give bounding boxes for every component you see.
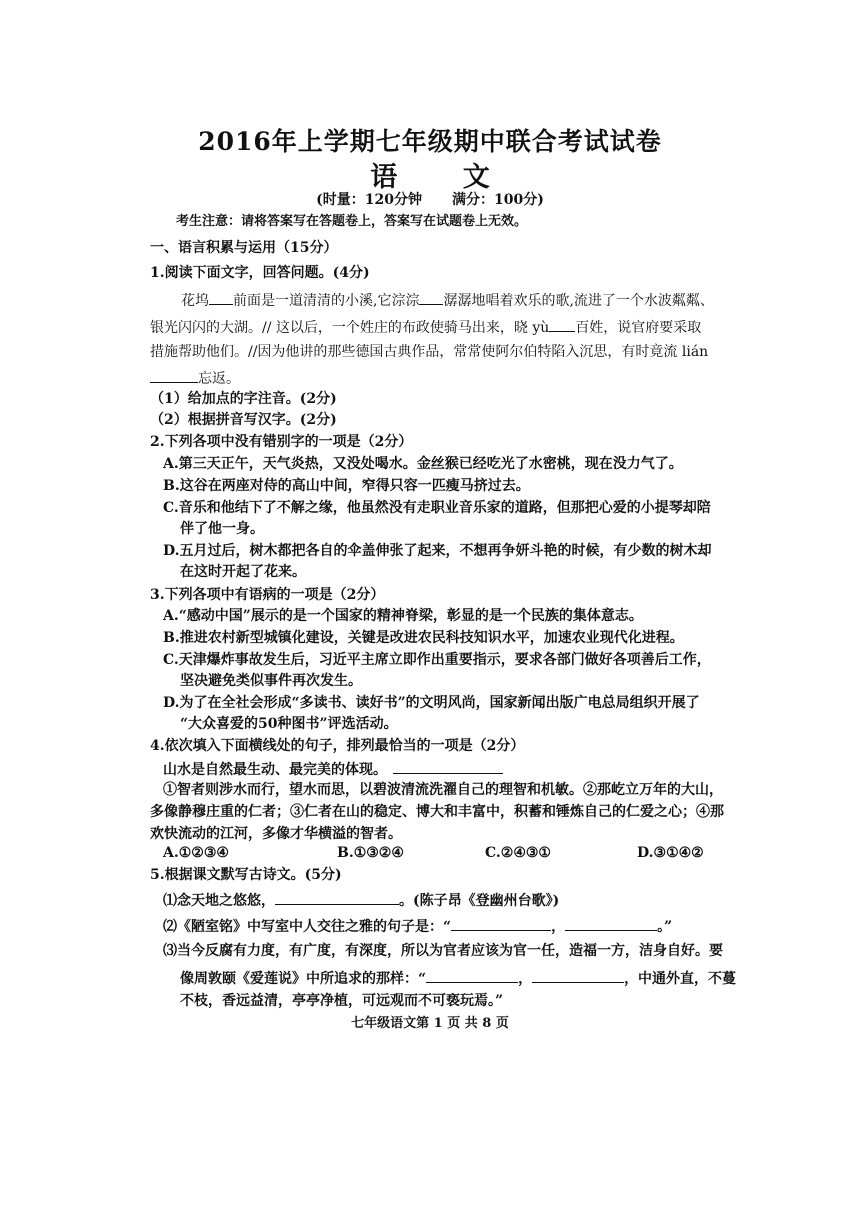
exam-notice: 考生注意：请将答案写在答题卷上，答案写在试题卷上无效。	[176, 214, 528, 229]
q4-option-c: C.②④③①	[485, 845, 551, 861]
q3-option-b: B.推进农村新型城镇化建设，关键是改进农民科技知识水平，加速农业现代化进程。	[163, 630, 684, 646]
q4-text-1: ①智者则涉水而行，望水而思，以碧波清流洗濯自己的理智和机敏。②那屹立万年的大山，	[163, 782, 723, 798]
q4-option-b: B.①③②④	[337, 845, 404, 861]
q1-blank-1	[209, 289, 233, 305]
q3-option-d: D.为了在全社会形成“多读书、读好书”的文明风尚，国家新闻出版广电总局组织开展了	[163, 695, 700, 711]
q4-stem: 4.依次填入下面横线处的句子，排列最恰当的一项是（2分）	[150, 738, 525, 754]
q2-stem: 2.下列各项中没有错别字的一项是（2分）	[150, 434, 413, 450]
q1-passage-line-1: 花坞 前面是一道清清的小溪,它淙淙 潺潺地唱着欢乐的歌,流进了一个水波粼粼、	[181, 289, 714, 311]
q4-lead: 山水是自然最生动、最完美的体现。	[163, 758, 503, 780]
q4-blank	[393, 758, 503, 774]
q5-item-3: ⑶当今反腐有力度，有广度，有深度，所以为官者应该为官一任，造福一方，洁身自好。要	[163, 943, 723, 959]
q5-blank-1	[275, 889, 399, 905]
q1-blank-4	[150, 367, 198, 383]
q2-option-b: B.这谷在两座对侍的高山中间，窄得只容一匹瘦马挤过去。	[163, 478, 530, 494]
q5-stem: 5.根据课文默写古诗文。(5分)	[150, 867, 342, 883]
section-heading: 一、语言积累与运用（15分）	[150, 240, 338, 256]
q2-option-a: A.第三天正午，天气炎热，又没处喝水。金丝猴已经吃光了水密桃，现在没力气了。	[163, 456, 683, 472]
q4-options	[163, 843, 723, 863]
q5-item-2: ⑵《陋室铭》中写室中人交往之雅的句子是：“ ， 。”	[163, 915, 672, 937]
q1-blank-3	[549, 316, 575, 332]
q5-item-3-cont: 像周敦颐《爱莲说》中所追求的那样：“ ， ，中通外直，不蔓	[180, 967, 736, 989]
q4-option-a: A.①②③④	[163, 845, 229, 861]
q3-option-a: A.“感动中国”展示的是一个国家的精神脊梁，彰显的是一个民族的集体意志。	[163, 608, 643, 624]
q2-option-c-cont: 伴了他一身。	[180, 521, 264, 537]
exam-time: (时量：120分钟	[316, 192, 422, 208]
q1-passage-line-4: 忘返。	[150, 367, 240, 389]
q4-text-3: 欢快流动的江河，多像才华横溢的智者。	[150, 826, 402, 842]
exam-meta	[0, 189, 860, 209]
q2-option-d: D.五月过后，树木都把各自的伞盖伸张了起来，不想再争妍斗艳的时候，有少数的树木却	[163, 543, 712, 559]
subject-title: 语 文	[370, 162, 518, 193]
q1-passage-line-3: 措施帮助他们。//因为他讲的那些德国古典作品，常常使阿尔伯特陷入沉思，有时竟流 lián	[150, 344, 709, 360]
q5-blank-2	[451, 915, 551, 931]
q5-blank-3	[565, 915, 657, 931]
q2-option-c: C.音乐和他结下了不解之缘，他虽然没有走职业音乐家的道路，但那把心爱的小提琴却陪	[163, 500, 711, 516]
q5-item-3-end: 不枝，香远益清，亭亭净植，可远观而不可亵玩焉。”	[180, 993, 504, 1009]
q4-option-d: D.③①④②	[637, 845, 704, 861]
q5-item-1: ⑴念天地之悠悠， 。(陈子昂《登幽州台歌》)	[163, 889, 559, 911]
q1-blank-2	[419, 289, 443, 305]
q5-blank-4	[426, 967, 518, 983]
q4-text-2: 多像静穆庄重的仁者；③仁者在山的稳定、博大和丰富中，积蓄和锤炼自己的仁爱之心；④那	[150, 804, 724, 820]
exam-title: 2016年上学期七年级期中联合考试试卷	[198, 127, 662, 156]
q3-stem: 3.下列各项中有语病的一项是（2分）	[150, 587, 385, 603]
q1-stem: 1.阅读下面文字，回答问题。(4分)	[150, 265, 370, 281]
q1-sub-2: （2）根据拼音写汉字。(2分)	[150, 412, 337, 428]
q5-blank-5	[532, 967, 624, 983]
q3-option-c-cont: 坚决避免类似事件再次发生。	[180, 673, 362, 689]
q3-option-c: C.天津爆炸事故发生后，习近平主席立即作出重要指示，要求各部门做好各项善后工作，	[163, 652, 711, 668]
q1-passage-line-2: 银光闪闪的大湖。// 这以后，一个姓庄的布政使骑马出来，晓 yù 百姓，说官府要采取	[150, 316, 701, 338]
exam-score: 满分：100分)	[452, 192, 544, 208]
q3-option-d-cont: “大众喜爱的50种图书”评选活动。	[180, 716, 398, 732]
page-footer: 七年级语文第 1 页 共 8 页	[351, 1016, 509, 1031]
q2-option-d-cont: 在这时开起了花来。	[180, 564, 306, 580]
q1-sub-1: （1）给加点的字注音。(2分)	[150, 391, 337, 407]
